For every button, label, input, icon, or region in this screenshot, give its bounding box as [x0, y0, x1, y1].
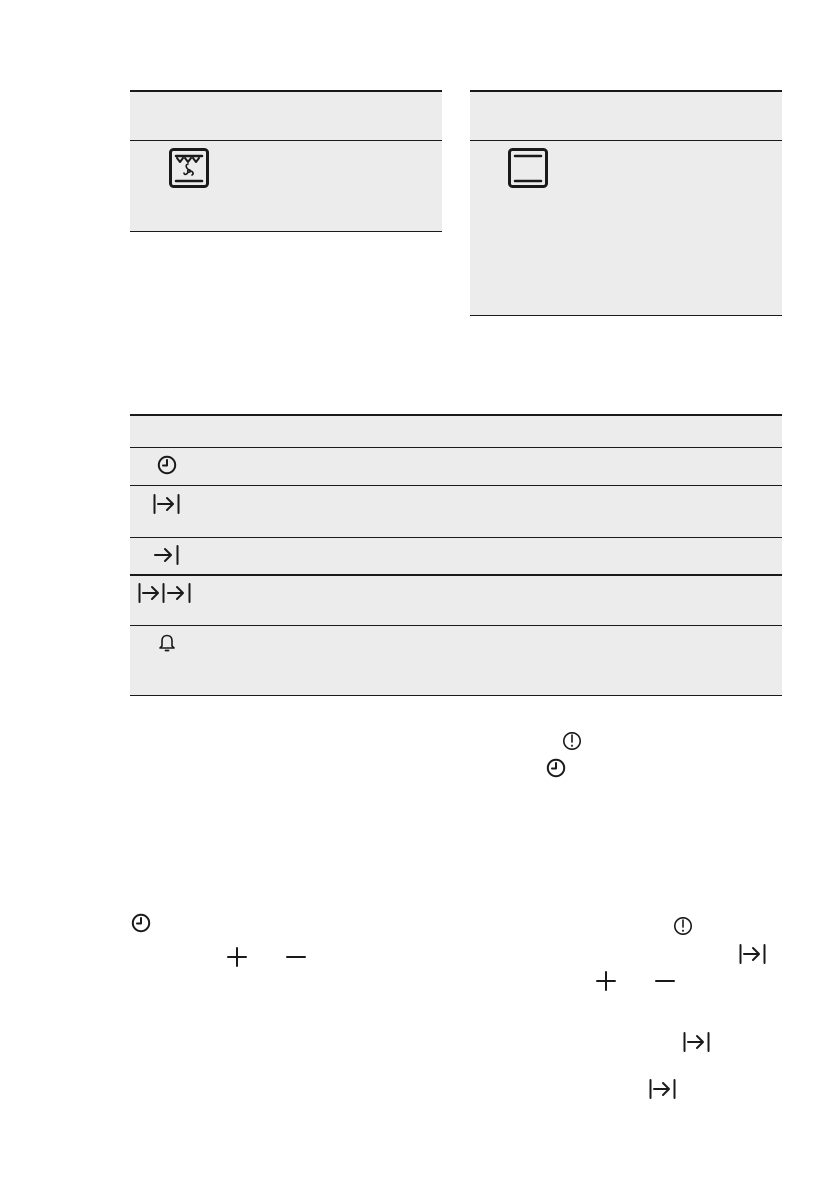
- plus-icon: [226, 946, 248, 968]
- duration-icon: [739, 943, 767, 965]
- plus-icon: [595, 970, 617, 992]
- clock-icon: [131, 913, 151, 933]
- minus-icon: [285, 946, 307, 968]
- end-icon: [154, 544, 180, 566]
- time-delay-icon: [138, 582, 196, 604]
- duration-icon: [649, 1078, 677, 1100]
- fan-heating-icon: [169, 148, 209, 188]
- duration-icon: [153, 493, 181, 515]
- heating-panel-right-header: [470, 90, 782, 142]
- conventional-heating-icon: [508, 148, 548, 188]
- bell-icon: [158, 633, 176, 653]
- minus-icon: [654, 970, 676, 992]
- heating-panel-left-header: [130, 90, 442, 142]
- table-row-clock: [130, 447, 782, 485]
- clock-icon: [157, 455, 177, 475]
- power-clock-icon: [562, 731, 582, 751]
- clock-icon: [546, 758, 566, 778]
- power-clock-icon: [673, 916, 693, 936]
- clock-table-header: [130, 414, 782, 448]
- table-row-minute-minder: [130, 625, 782, 696]
- table-row-time-delay: [130, 574, 782, 626]
- table-row-duration: [130, 485, 782, 537]
- table-row-end: [130, 537, 782, 574]
- duration-icon: [683, 1031, 711, 1053]
